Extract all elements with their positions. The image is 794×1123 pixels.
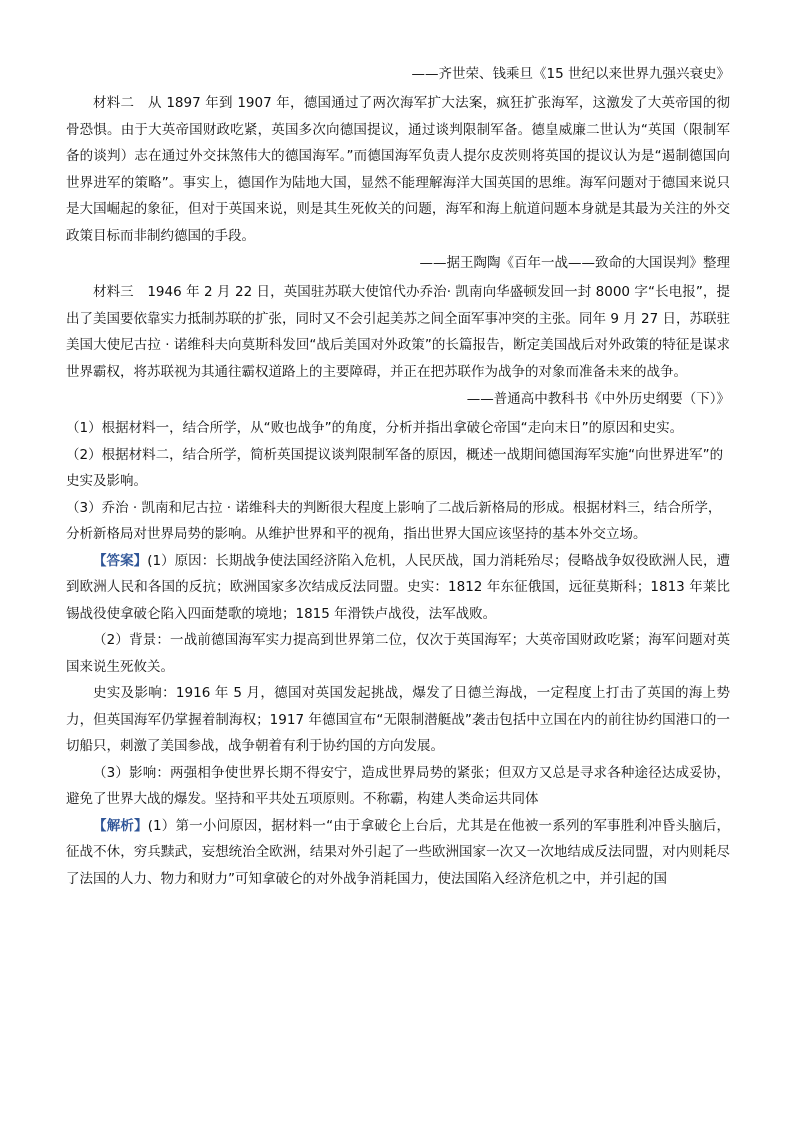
material-2-paragraph: 材料二 从 1897 年到 1907 年，德国通过了两次海军扩大法案，疯狂扩张海军，这激发了大英帝国的彻骨恐惧。由于大英帝国财政吃紧，英国多次向德国提议，通过谈判限制军备。德皇威廉二世认为“英国（限制军备的谈判）志在通过外交抹煞伟大的德国海军。”而德国海军负责人提尔皮茨则将英国的提议认为是“遏制德国向世界进军的策略”。事实上，德国作为陆地大国，显然不能理解海洋大国英国的思维。海军问题对于德国来说只是大国崛起的象征，但对于英国来说，则是其生死攸关的问题，海军和海上航道问题本身就是其最为关注的外交政策目标而非制约德国的手段。 — [66, 95, 730, 244]
question-2: （2）根据材料二，结合所学，简析英国提议谈判限制军备的原因，概述一战期间德国海军实施“向世界进军”的史实及影响。 — [66, 446, 724, 489]
answer-part-1 — [66, 548, 730, 628]
page-content — [66, 64, 730, 892]
source-citation-1: ——齐世荣、钱乘旦《15 世纪以来世界九强兴衰史》 — [411, 66, 730, 82]
analysis-paragraph — [66, 813, 730, 893]
source-citation-3: ——普通高中教科书《中外历史纲要（下）》 — [466, 391, 730, 407]
answer-part-2-events: 史实及影响：1916 年 5 月，德国对英国发起挑战，爆发了日德兰海战，一定程度上打击了英国的海上势力，但英国海军仍掌握着制海权；1917 年德国宣布“无限制潜艇战”袭击包括中立国在内的前往协约国港口的一切船只，刺激了美国参战，战争朝着有利于协约国的方向发展。 — [66, 685, 730, 754]
answer-part-2-background: （2）背景：一战前德国海军实力提高到世界第二位，仅次于英国海军；大英帝国财政吃紧；海军问题对英国来说生死攸关。 — [66, 632, 730, 675]
question-3: （3）乔治 · 凯南和尼古拉 · 诺维科夫的判断很大程度上影响了二战后新格局的形成。根据材料三，结合所学，分析新格局对世界局势的影响。从维护世界和平的视角，指出世界大国应该坚持的基本外交立场。 — [66, 499, 722, 542]
answer-part-3: （3）影响：两强相争使世界长期不得安宁，造成世界局势的紧张；但双方又总是寻求各种途径达成妥协，避免了世界大战的爆发。坚持和平共处五项原则。不称霸，构建人类命运共同体 — [66, 764, 730, 807]
question-1: （1）根据材料一，结合所学，从“败也战争”的角度，分析并指出拿破仑帝国“走向末日”的原因和史实。 — [66, 420, 684, 436]
material-3-paragraph: 材料三 1946 年 2 月 22 日，英国驻苏联大使馆代办乔治· 凯南向华盛顿发回一封 8000 字“长电报”，提出了美国要依靠实力抵制苏联的扩张，同时又不会引起美苏之间全面军事冲突的主张。同年 9 月 27 日，苏联驻美国大使尼古拉 · 诺维科夫向莫斯科发回“战后美国对外政策”的长篇报告，断定美国战后对外政策的特征是谋求世界霸权，将苏联视为其通往霸权道路上的主要障碍，并正在把苏联作为战争的对象而准备未来的战争。 — [66, 284, 730, 380]
analysis-text: (1）第一小问原因，据材料一“由于拿破仑上台后，尤其是在他被一系列的军事胜利冲昏头脑后，征战不休，穷兵黩武，妄想统治全欧洲，结果对外引起了一些欧洲国家一次又一次地结成反法同盟，对内则耗尽了法国的人力、物力和财力”可知拿破仑的对外战争消耗国力，使法国陷入经济危机之中，并引起的国 — [66, 817, 731, 887]
source-citation-2: ——据王陶陶《百年一战——致命的大国误判》整理 — [419, 255, 730, 271]
analysis-label: 【解析】 — [93, 817, 148, 834]
answer-part-1-text: (1）原因：长期战争使法国经济陷入危机，人民厌战，国力消耗殆尽；侵略战争奴役欧洲人民，遭到欧洲人民和各国的反抗；欧洲国家多次结成反法同盟。史实：1812 年东征俄国，远征莫斯科；1813 年莱比锡战役使拿破仑陷入四面楚歌的境地；1815 年滑铁卢战役，法军战败。 — [66, 552, 730, 622]
answer-label: 【答案】 — [93, 552, 148, 569]
